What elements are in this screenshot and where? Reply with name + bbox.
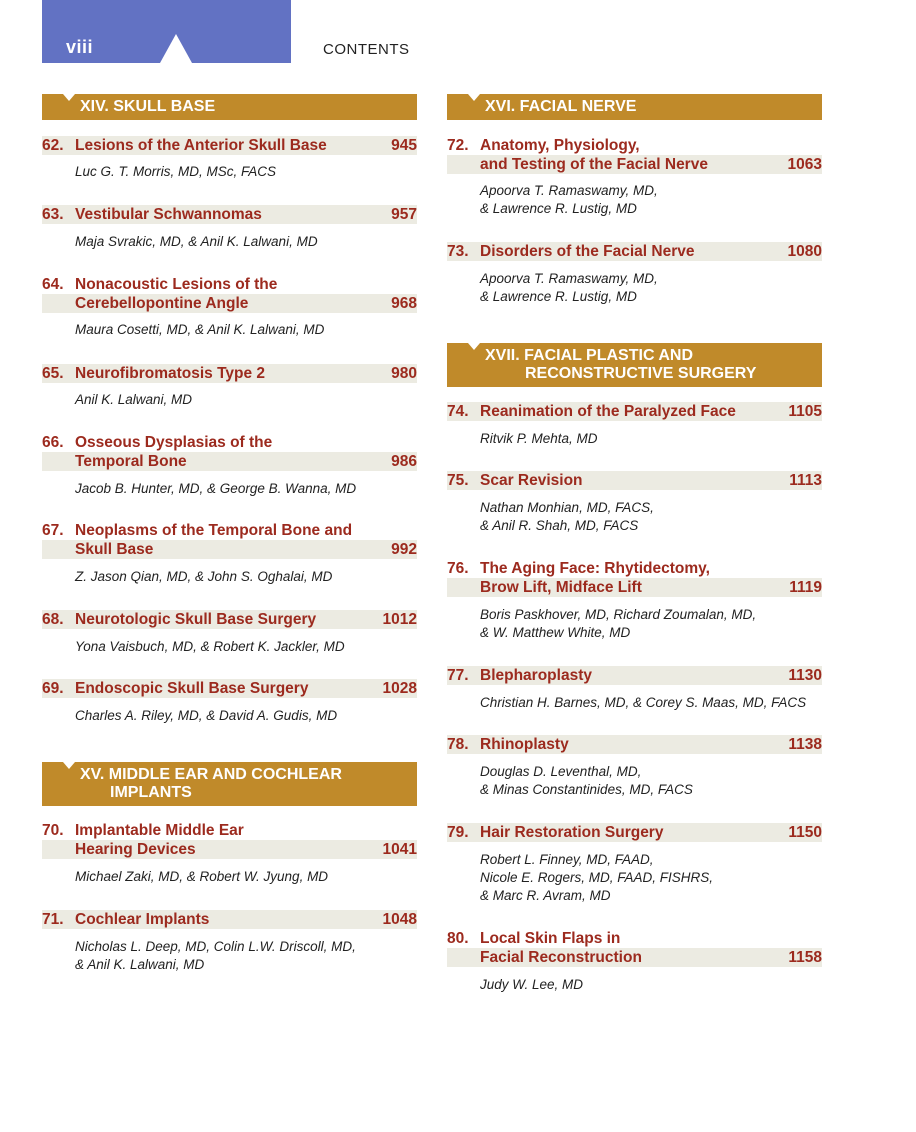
chapter-title-line2[interactable]: Skull Base — [75, 541, 154, 558]
page-ref: 1048 — [382, 911, 417, 928]
title-line — [42, 679, 417, 698]
page-number: viii — [66, 37, 94, 57]
section-header-xvii — [447, 343, 822, 387]
chapter-author: & Anil R. Shah, MD, FACS — [480, 518, 639, 533]
section-title-line2: RECONSTRUCTIVE SURGERY — [525, 365, 757, 382]
chapter-author: Ritvik P. Mehta, MD — [480, 431, 598, 446]
chapter-number: 75. — [447, 472, 469, 489]
chapter-author: Maja Svrakic, MD, & Anil K. Lalwani, MD — [75, 234, 318, 249]
page-tab — [42, 0, 291, 63]
chapter-title[interactable]: Cochlear Implants — [75, 911, 210, 928]
page-ref: 1028 — [382, 680, 417, 697]
section-arrow-icon — [63, 762, 75, 769]
chapter-number: 66. — [42, 434, 64, 451]
page-ref: 980 — [391, 365, 417, 382]
chapter-author: Maura Cosetti, MD, & Anil K. Lalwani, MD — [75, 322, 325, 337]
chapter-title-line2[interactable]: Facial Reconstruction — [480, 949, 642, 966]
chapter-title[interactable]: Scar Revision — [480, 472, 583, 489]
page-ref: 957 — [391, 206, 417, 223]
title-line — [42, 821, 417, 840]
title-line — [447, 948, 822, 967]
chapter-title[interactable]: Neurofibromatosis Type 2 — [75, 365, 266, 382]
chapter-author: Nicole E. Rogers, MD, FAAD, FISHRS, — [480, 870, 714, 885]
chapter-author: Charles A. Riley, MD, & David A. Gudis, MD — [75, 708, 338, 723]
section-arrow-icon — [468, 343, 480, 350]
chapter-title-line2[interactable]: Temporal Bone — [75, 453, 187, 470]
chapter-author: Christian H. Barnes, MD, & Corey S. Maas, MD, FACS — [480, 695, 807, 710]
title-line — [447, 136, 822, 155]
chapter-author: Michael Zaki, MD, & Robert W. Jyung, MD — [75, 869, 329, 884]
chapter-author: Apoorva T. Ramaswamy, MD, — [480, 271, 658, 286]
chapter-number: 77. — [447, 667, 469, 684]
chapter-number: 64. — [42, 276, 64, 293]
page-ref: 1119 — [789, 579, 822, 596]
chapter-number: 72. — [447, 137, 469, 154]
section-arrow-icon — [468, 94, 480, 101]
chapter-author: Nicholas L. Deep, MD, Colin L.W. Driscoll, MD, — [75, 939, 356, 954]
title-line — [42, 610, 417, 629]
title-line — [42, 205, 417, 224]
chapter-title-line2[interactable]: Hearing Devices — [75, 841, 196, 858]
page-ref: 1105 — [788, 403, 822, 420]
chapter-number: 67. — [42, 522, 64, 539]
page-ref: 1113 — [789, 472, 822, 489]
page-ref: 945 — [391, 137, 417, 154]
chapter-title[interactable]: Reanimation of the Paralyzed Face — [480, 403, 736, 420]
chapter-number: 70. — [42, 822, 64, 839]
chapter-author: Apoorva T. Ramaswamy, MD, — [480, 183, 658, 198]
chapter-author: & Lawrence R. Lustig, MD — [480, 201, 637, 216]
running-head: CONTENTS — [323, 41, 410, 58]
chapter-title-line1[interactable]: Nonacoustic Lesions of the — [75, 276, 278, 293]
section-title-line1: XV. MIDDLE EAR AND COCHLEAR — [80, 766, 342, 783]
chapter-author: & Minas Constantinides, MD, FACS — [480, 782, 693, 797]
page-ref: 1080 — [787, 243, 822, 260]
section-header-xv — [42, 762, 417, 806]
chapter-author: Nathan Monhian, MD, FACS, — [480, 500, 654, 515]
page-ref: 1041 — [382, 841, 417, 858]
chapter-title-line1[interactable]: Osseous Dysplasias of the — [75, 434, 273, 451]
page-ref: 992 — [391, 541, 417, 558]
title-line — [42, 840, 417, 859]
chapter-title[interactable]: Vestibular Schwannomas — [75, 206, 262, 223]
title-line — [447, 666, 822, 685]
page-ref: 968 — [391, 295, 417, 312]
chapter-number: 73. — [447, 243, 469, 260]
chapter-author: Anil K. Lalwani, MD — [75, 392, 193, 407]
page-ref: 1130 — [788, 667, 822, 684]
chapter-number: 78. — [447, 736, 469, 753]
chapter-title-line2[interactable]: and Testing of the Facial Nerve — [480, 156, 708, 173]
chapter-author: Douglas D. Leventhal, MD, — [480, 764, 642, 779]
page-ref: 1012 — [382, 611, 417, 628]
chapter-title-line1[interactable]: Implantable Middle Ear — [75, 822, 244, 839]
title-line — [447, 402, 822, 421]
chapter-number: 80. — [447, 930, 469, 947]
title-line — [447, 929, 822, 948]
title-line — [42, 540, 417, 559]
chapter-author: & Marc R. Avram, MD — [480, 888, 611, 903]
chapter-author: Yona Vaisbuch, MD, & Robert K. Jackler, MD — [75, 639, 345, 654]
page-ref: 1138 — [788, 736, 822, 753]
title-line — [447, 559, 822, 578]
chapter-title-line1[interactable]: Local Skin Flaps in — [480, 930, 621, 947]
title-line — [447, 471, 822, 490]
chapter-title[interactable]: Lesions of the Anterior Skull Base — [75, 137, 327, 154]
title-line — [447, 155, 822, 174]
section-arrow-icon — [63, 94, 75, 101]
chapter-number: 68. — [42, 611, 64, 628]
chapter-title-line1[interactable]: Anatomy, Physiology, — [480, 137, 640, 154]
chapter-number: 74. — [447, 403, 469, 420]
chapter-number: 65. — [42, 365, 64, 382]
section-header-xvi — [447, 94, 822, 120]
chapter-title-line2[interactable]: Cerebellopontine Angle — [75, 295, 249, 312]
section-title: XIV. SKULL BASE — [80, 98, 216, 115]
title-line — [42, 294, 417, 313]
section-title: XVI. FACIAL NERVE — [485, 98, 637, 115]
chapter-number: 71. — [42, 911, 64, 928]
title-line — [42, 275, 417, 294]
title-line — [42, 910, 417, 929]
chapter-number: 62. — [42, 137, 64, 154]
chapter-title[interactable]: Neurotologic Skull Base Surgery — [75, 611, 317, 628]
title-line — [447, 735, 822, 754]
chapter-author: & W. Matthew White, MD — [480, 625, 631, 640]
chapter-number: 63. — [42, 206, 64, 223]
chapter-title[interactable]: Disorders of the Facial Nerve — [480, 243, 695, 260]
title-line — [42, 364, 417, 383]
section-title-line2: IMPLANTS — [110, 784, 192, 801]
chapter-author: & Lawrence R. Lustig, MD — [480, 289, 637, 304]
chapter-author: & Anil K. Lalwani, MD — [75, 957, 205, 972]
title-line — [42, 521, 417, 540]
chapter-title[interactable]: Endoscopic Skull Base Surgery — [75, 680, 309, 697]
page-ref: 1063 — [787, 156, 822, 173]
chapter-number: 69. — [42, 680, 64, 697]
chapter-number: 76. — [447, 560, 469, 577]
title-line — [447, 578, 822, 597]
chapter-author: Judy W. Lee, MD — [480, 977, 584, 992]
chapter-title[interactable]: Rhinoplasty — [480, 736, 569, 753]
chapter-title[interactable]: Blepharoplasty — [480, 667, 592, 684]
chapter-title-line2[interactable]: Brow Lift, Midface Lift — [480, 579, 642, 596]
chapter-title-line1[interactable]: Neoplasms of the Temporal Bone and — [75, 522, 353, 539]
chapter-author: Jacob B. Hunter, MD, & George B. Wanna, MD — [75, 481, 357, 496]
chapter-title[interactable]: Hair Restoration Surgery — [480, 824, 664, 841]
page-ref: 1158 — [788, 949, 822, 966]
chapter-author: Luc G. T. Morris, MD, MSc, FACS — [75, 164, 277, 179]
section-header-xiv — [42, 94, 417, 120]
chapter-author: Robert L. Finney, MD, FAAD, — [480, 852, 654, 867]
title-line — [42, 452, 417, 471]
tab-notch — [160, 34, 192, 63]
page-ref: 986 — [391, 453, 417, 470]
chapter-title-line1[interactable]: The Aging Face: Rhytidectomy, — [480, 560, 710, 577]
title-line — [42, 136, 417, 155]
title-line — [447, 242, 822, 261]
section-title-line1: XVII. FACIAL PLASTIC AND — [485, 347, 694, 364]
chapter-number: 79. — [447, 824, 469, 841]
page-ref: 1150 — [788, 824, 822, 841]
chapter-author: Boris Paskhover, MD, Richard Zoumalan, MD, — [480, 607, 757, 622]
chapter-author: Z. Jason Qian, MD, & John S. Oghalai, MD — [75, 569, 333, 584]
title-line — [42, 433, 417, 452]
title-line — [447, 823, 822, 842]
